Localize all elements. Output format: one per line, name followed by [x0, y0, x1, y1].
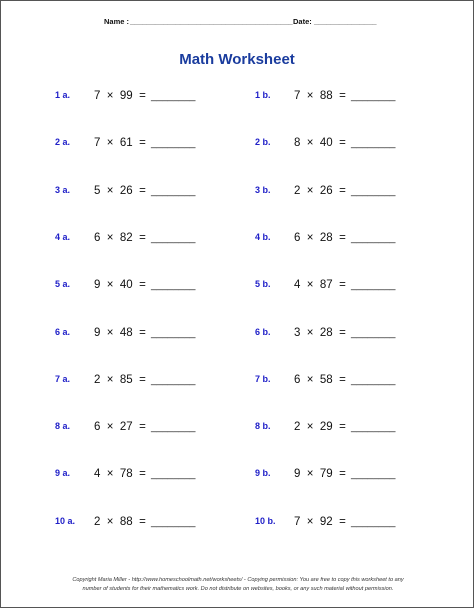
problem-expression: [294, 232, 346, 244]
problem-label: 3 a.: [55, 184, 71, 195]
footer-line-1: Copyright Maria Miller - http://www.homeschoolmath.net/worksheets/ - Copying permission: You are free to copy this worksheet to any: [72, 577, 404, 583]
problem-label: 9 a.: [55, 468, 71, 479]
problem-item: [255, 327, 415, 341]
expression-eq: =: [339, 421, 346, 434]
expression-eq: =: [339, 279, 346, 292]
problem-item: [55, 185, 215, 199]
answer-blank[interactable]: ________: [351, 232, 396, 244]
date-field[interactable]: _______________: [314, 17, 377, 26]
problem-item: [55, 468, 215, 482]
problem-grid: [1, 1, 473, 607]
expression-b: 40: [319, 137, 333, 150]
expression-a: 4: [94, 468, 101, 481]
expression-eq: =: [339, 468, 346, 481]
expression-eq: =: [339, 90, 346, 102]
problem-label: 6 a.: [55, 326, 71, 337]
problem-expression: [94, 137, 146, 149]
expression-a: 7: [94, 137, 101, 150]
problem-label: 6 b.: [255, 326, 271, 337]
expression-a: 2: [294, 421, 301, 434]
problem-item: [255, 232, 415, 246]
answer-blank[interactable]: ________: [151, 374, 196, 386]
expression-a: 2: [294, 184, 301, 197]
name-field[interactable]: _______________________________________: [130, 17, 293, 26]
problem-expression: [294, 279, 346, 291]
problem-label: 5 a.: [55, 279, 71, 290]
expression-op: ×: [306, 184, 314, 197]
expression-op: ×: [106, 515, 114, 528]
expression-a: 6: [294, 373, 301, 386]
problem-label: 7 b.: [255, 373, 271, 384]
problem-label: 3 b.: [255, 184, 271, 195]
problem-expression: [94, 279, 146, 291]
problem-item: [55, 516, 215, 530]
expression-eq: =: [339, 515, 346, 528]
expression-a: 6: [94, 421, 101, 434]
problem-item: [255, 90, 415, 104]
expression-a: 7: [294, 90, 301, 102]
expression-b: 40: [119, 279, 133, 292]
answer-blank[interactable]: ________: [351, 280, 396, 292]
problem-expression: [94, 327, 146, 339]
expression-b: 58: [319, 373, 333, 386]
answer-blank[interactable]: ________: [151, 422, 196, 434]
problem-label: 2 a.: [55, 137, 71, 148]
problem-item: [255, 137, 415, 151]
expression-b: 88: [319, 90, 333, 102]
copyright-footer: [31, 576, 445, 594]
answer-blank[interactable]: ________: [151, 469, 196, 481]
problem-label: 9 b.: [255, 468, 271, 479]
expression-a: 2: [94, 373, 101, 386]
answer-blank[interactable]: ________: [151, 232, 196, 244]
problem-label: 5 b.: [255, 279, 271, 290]
problem-label: 4 b.: [255, 231, 271, 242]
expression-a: 9: [94, 279, 101, 292]
expression-eq: =: [139, 231, 146, 244]
problem-item: [255, 468, 415, 482]
problem-expression: [294, 374, 346, 386]
problem-item: [55, 374, 215, 388]
problem-label: 10 a.: [55, 515, 76, 526]
expression-op: ×: [306, 515, 314, 528]
expression-a: 7: [94, 90, 101, 102]
problem-expression: [294, 516, 346, 528]
expression-b: 78: [119, 468, 133, 481]
expression-eq: =: [339, 184, 346, 197]
expression-eq: =: [139, 90, 146, 102]
expression-a: 3: [294, 326, 301, 339]
problem-expression: [294, 137, 346, 149]
expression-a: 6: [294, 231, 301, 244]
expression-b: 82: [119, 231, 133, 244]
expression-a: 4: [294, 279, 301, 292]
expression-op: ×: [106, 137, 114, 150]
answer-blank[interactable]: ________: [351, 138, 396, 150]
expression-b: 26: [119, 184, 133, 197]
answer-blank[interactable]: ________: [351, 374, 396, 386]
expression-b: 88: [119, 515, 133, 528]
answer-blank[interactable]: ________: [151, 516, 196, 528]
problem-label: 7 a.: [55, 373, 71, 384]
problem-expression: [94, 468, 146, 480]
expression-a: 9: [294, 468, 301, 481]
problem-expression: [94, 374, 146, 386]
expression-op: ×: [106, 373, 114, 386]
answer-blank[interactable]: ________: [151, 185, 196, 197]
expression-op: ×: [106, 279, 114, 292]
problem-expression: [294, 468, 346, 480]
expression-b: 87: [319, 279, 333, 292]
expression-op: ×: [106, 326, 114, 339]
expression-op: ×: [306, 373, 314, 386]
problem-expression: [94, 90, 146, 102]
expression-eq: =: [139, 137, 146, 150]
expression-b: 48: [119, 326, 133, 339]
expression-eq: =: [139, 421, 146, 434]
date-label: Date:: [293, 17, 312, 26]
answer-blank[interactable]: ________: [151, 327, 196, 339]
expression-eq: =: [339, 137, 346, 150]
expression-eq: =: [339, 231, 346, 244]
expression-a: 2: [94, 515, 101, 528]
expression-b: 29: [319, 421, 333, 434]
expression-b: 26: [319, 184, 333, 197]
problem-item: [255, 279, 415, 293]
expression-eq: =: [139, 184, 146, 197]
expression-op: ×: [306, 279, 314, 292]
expression-op: ×: [306, 421, 314, 434]
problem-expression: [294, 421, 346, 433]
answer-blank[interactable]: ________: [351, 91, 396, 102]
expression-eq: =: [139, 515, 146, 528]
expression-b: 99: [119, 90, 133, 102]
problem-label: 4 a.: [55, 231, 71, 242]
problem-item: [55, 279, 215, 293]
problem-label: 10 b.: [255, 515, 276, 526]
expression-eq: =: [139, 326, 146, 339]
expression-b: 85: [119, 373, 133, 386]
problem-item: [55, 90, 215, 104]
problem-expression: [94, 516, 146, 528]
problem-item: [255, 374, 415, 388]
expression-a: 6: [94, 231, 101, 244]
answer-blank[interactable]: ________: [351, 422, 396, 434]
page-title: Math Worksheet: [179, 51, 295, 68]
expression-op: ×: [306, 137, 314, 150]
problem-label: 8 a.: [55, 421, 71, 432]
problem-expression: [94, 421, 146, 433]
expression-op: ×: [106, 231, 114, 244]
expression-op: ×: [106, 90, 114, 102]
expression-a: 5: [94, 184, 101, 197]
expression-eq: =: [139, 279, 146, 292]
expression-op: ×: [306, 468, 314, 481]
problem-expression: [294, 90, 346, 102]
expression-b: 28: [319, 231, 333, 244]
expression-op: ×: [306, 90, 314, 102]
expression-b: 27: [119, 421, 133, 434]
problem-label: 2 b.: [255, 137, 271, 148]
problem-label: 1 a.: [55, 90, 71, 100]
expression-b: 28: [319, 326, 333, 339]
problem-item: [55, 137, 215, 151]
expression-b: 79: [319, 468, 333, 481]
expression-op: ×: [106, 184, 114, 197]
problem-item: [255, 421, 415, 435]
problem-item: [255, 516, 415, 530]
problem-expression: [294, 185, 346, 197]
problem-label: 1 b.: [255, 90, 271, 100]
expression-eq: =: [339, 326, 346, 339]
answer-blank[interactable]: ________: [351, 185, 396, 197]
expression-eq: =: [139, 468, 146, 481]
expression-op: ×: [106, 421, 114, 434]
expression-op: ×: [306, 231, 314, 244]
expression-a: 9: [94, 326, 101, 339]
answer-blank[interactable]: ________: [151, 138, 196, 150]
problem-expression: [294, 327, 346, 339]
expression-b: 92: [319, 515, 333, 528]
problem-item: [255, 185, 415, 199]
answer-blank[interactable]: ________: [351, 516, 396, 528]
expression-op: ×: [306, 326, 314, 339]
problem-item: [55, 421, 215, 435]
answer-blank[interactable]: ________: [351, 327, 396, 339]
footer-line-2: number of students for their mathematics work. Do not distribute on websites, books, or any such material without permission.: [82, 586, 394, 592]
expression-eq: =: [339, 373, 346, 386]
expression-b: 61: [119, 137, 133, 150]
answer-blank[interactable]: ________: [351, 469, 396, 481]
answer-blank[interactable]: ________: [151, 91, 196, 102]
expression-eq: =: [139, 373, 146, 386]
expression-a: 8: [294, 137, 301, 150]
answer-blank[interactable]: ________: [151, 280, 196, 292]
problem-expression: [94, 232, 146, 244]
name-label: Name :: [104, 17, 130, 26]
problem-label: 8 b.: [255, 421, 271, 432]
problem-expression: [94, 185, 146, 197]
expression-op: ×: [106, 468, 114, 481]
expression-a: 7: [294, 515, 301, 528]
problem-item: [55, 327, 215, 341]
problem-item: [55, 232, 215, 246]
